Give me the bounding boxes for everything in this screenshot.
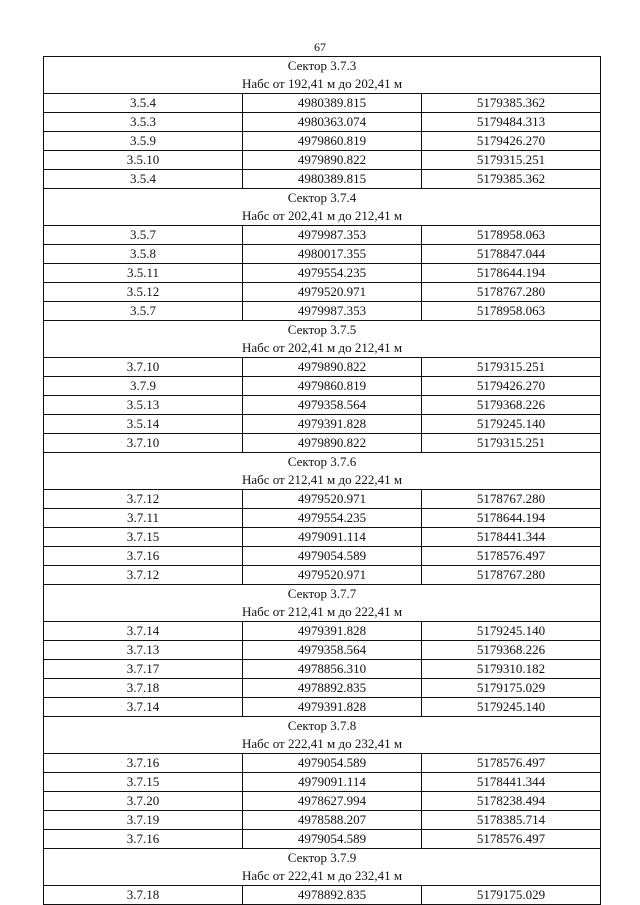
sector-title: Сектор 3.7.9: [44, 849, 601, 868]
coord-y-cell: 5179245.140: [422, 698, 601, 717]
coord-y-cell: 5178441.344: [422, 528, 601, 547]
coordinates-table: [43, 56, 601, 905]
table-row: [44, 151, 601, 170]
coord-y-cell: 5178644.194: [422, 264, 601, 283]
sector-title-row: [44, 585, 601, 604]
coord-y-cell: 5179426.270: [422, 377, 601, 396]
table-row: [44, 698, 601, 717]
table-row: [44, 358, 601, 377]
point-id-cell: 3.7.14: [44, 698, 243, 717]
coord-y-cell: 5179368.226: [422, 396, 601, 415]
coord-x-cell: 4979890.822: [243, 151, 422, 170]
table-row: [44, 679, 601, 698]
sector-title: Сектор 3.7.8: [44, 717, 601, 736]
coord-y-cell: 5179368.226: [422, 641, 601, 660]
coord-y-cell: 5178385.714: [422, 811, 601, 830]
coord-y-cell: 5178576.497: [422, 754, 601, 773]
coord-y-cell: 5178767.280: [422, 566, 601, 585]
point-id-cell: 3.5.4: [44, 94, 243, 113]
sector-height-range: Набс от 212,41 м до 222,41 м: [44, 471, 601, 490]
sector-height-range: Набс от 202,41 м до 212,41 м: [44, 339, 601, 358]
coord-x-cell: 4978588.207: [243, 811, 422, 830]
coord-y-cell: 5179315.251: [422, 434, 601, 453]
point-id-cell: 3.7.18: [44, 886, 243, 905]
point-id-cell: 3.7.17: [44, 660, 243, 679]
point-id-cell: 3.7.12: [44, 490, 243, 509]
sector-height-range: Набс от 202,41 м до 212,41 м: [44, 207, 601, 226]
table-row: [44, 830, 601, 849]
coord-x-cell: 4980389.815: [243, 170, 422, 189]
coord-x-cell: 4979987.353: [243, 302, 422, 321]
coord-y-cell: 5179426.270: [422, 132, 601, 151]
coord-x-cell: 4978627.994: [243, 792, 422, 811]
table-row: [44, 396, 601, 415]
table-row: [44, 509, 601, 528]
table-row: [44, 490, 601, 509]
sector-range-row: [44, 867, 601, 886]
point-id-cell: 3.7.13: [44, 641, 243, 660]
point-id-cell: 3.7.16: [44, 754, 243, 773]
coord-y-cell: 5178767.280: [422, 490, 601, 509]
sector-title: Сектор 3.7.3: [44, 57, 601, 76]
table-row: [44, 754, 601, 773]
table-row: [44, 94, 601, 113]
sector-title-row: [44, 189, 601, 208]
coord-y-cell: 5179385.362: [422, 170, 601, 189]
sector-height-range: Набс от 222,41 м до 232,41 м: [44, 735, 601, 754]
coord-x-cell: 4979091.114: [243, 528, 422, 547]
table-row: [44, 886, 601, 905]
coord-y-cell: 5178576.497: [422, 547, 601, 566]
point-id-cell: 3.7.14: [44, 622, 243, 641]
coord-y-cell: 5179315.251: [422, 151, 601, 170]
sector-title: Сектор 3.7.7: [44, 585, 601, 604]
table-row: [44, 245, 601, 264]
sector-title: Сектор 3.7.6: [44, 453, 601, 472]
point-id-cell: 3.5.4: [44, 170, 243, 189]
coord-x-cell: 4979860.819: [243, 132, 422, 151]
point-id-cell: 3.7.16: [44, 830, 243, 849]
point-id-cell: 3.5.14: [44, 415, 243, 434]
table-row: [44, 660, 601, 679]
table-row: [44, 792, 601, 811]
point-id-cell: 3.7.16: [44, 547, 243, 566]
point-id-cell: 3.5.3: [44, 113, 243, 132]
coord-y-cell: 5178576.497: [422, 830, 601, 849]
table-row: [44, 773, 601, 792]
table-row: [44, 170, 601, 189]
table-row: [44, 547, 601, 566]
sector-range-row: [44, 603, 601, 622]
coord-y-cell: 5179175.029: [422, 886, 601, 905]
coord-y-cell: 5179245.140: [422, 415, 601, 434]
table-row: [44, 226, 601, 245]
coord-x-cell: 4979520.971: [243, 490, 422, 509]
sector-title-row: [44, 57, 601, 76]
point-id-cell: 3.7.10: [44, 358, 243, 377]
page-number: 67: [314, 40, 326, 54]
coord-x-cell: 4979358.564: [243, 641, 422, 660]
point-id-cell: 3.7.15: [44, 773, 243, 792]
coord-x-cell: 4979554.235: [243, 264, 422, 283]
coord-x-cell: 4979054.589: [243, 754, 422, 773]
coordinates-table-body: [44, 57, 601, 905]
coord-x-cell: 4980389.815: [243, 94, 422, 113]
coord-y-cell: 5178238.494: [422, 792, 601, 811]
table-row: [44, 302, 601, 321]
coord-y-cell: 5179310.182: [422, 660, 601, 679]
coord-x-cell: 4979890.822: [243, 358, 422, 377]
point-id-cell: 3.7.10: [44, 434, 243, 453]
sector-height-range: Набс от 192,41 м до 202,41 м: [44, 75, 601, 94]
sector-title: Сектор 3.7.5: [44, 321, 601, 340]
point-id-cell: 3.5.11: [44, 264, 243, 283]
sector-title-row: [44, 849, 601, 868]
sector-range-row: [44, 75, 601, 94]
point-id-cell: 3.7.11: [44, 509, 243, 528]
sector-height-range: Набс от 212,41 м до 222,41 м: [44, 603, 601, 622]
sector-range-row: [44, 339, 601, 358]
coord-y-cell: 5179175.029: [422, 679, 601, 698]
coord-x-cell: 4978856.310: [243, 660, 422, 679]
table-row: [44, 377, 601, 396]
coord-y-cell: 5178767.280: [422, 283, 601, 302]
point-id-cell: 3.7.20: [44, 792, 243, 811]
coord-x-cell: 4979391.828: [243, 622, 422, 641]
table-row: [44, 811, 601, 830]
table-row: [44, 113, 601, 132]
point-id-cell: 3.5.7: [44, 226, 243, 245]
coord-x-cell: 4980363.074: [243, 113, 422, 132]
coord-y-cell: 5179245.140: [422, 622, 601, 641]
coord-y-cell: 5179484.313: [422, 113, 601, 132]
coord-y-cell: 5178847.044: [422, 245, 601, 264]
coord-y-cell: 5178441.344: [422, 773, 601, 792]
point-id-cell: 3.5.13: [44, 396, 243, 415]
coord-x-cell: 4979987.353: [243, 226, 422, 245]
table-row: [44, 264, 601, 283]
sector-range-row: [44, 471, 601, 490]
coord-y-cell: 5178958.063: [422, 302, 601, 321]
coord-x-cell: 4979091.114: [243, 773, 422, 792]
point-id-cell: 3.7.18: [44, 679, 243, 698]
table-row: [44, 132, 601, 151]
coord-x-cell: 4979358.564: [243, 396, 422, 415]
coord-x-cell: 4979520.971: [243, 283, 422, 302]
coord-x-cell: 4978892.835: [243, 679, 422, 698]
sector-range-row: [44, 207, 601, 226]
point-id-cell: 3.7.9: [44, 377, 243, 396]
point-id-cell: 3.7.19: [44, 811, 243, 830]
point-id-cell: 3.5.12: [44, 283, 243, 302]
coord-y-cell: 5178644.194: [422, 509, 601, 528]
coord-x-cell: 4979554.235: [243, 509, 422, 528]
point-id-cell: 3.5.10: [44, 151, 243, 170]
coord-x-cell: 4979391.828: [243, 698, 422, 717]
table-row: [44, 622, 601, 641]
coord-x-cell: 4979054.589: [243, 830, 422, 849]
coord-y-cell: 5179385.362: [422, 94, 601, 113]
coord-y-cell: 5179315.251: [422, 358, 601, 377]
table-row: [44, 641, 601, 660]
table-row: [44, 434, 601, 453]
sector-title: Сектор 3.7.4: [44, 189, 601, 208]
point-id-cell: 3.7.15: [44, 528, 243, 547]
table-row: [44, 528, 601, 547]
coord-y-cell: 5178958.063: [422, 226, 601, 245]
sector-height-range: Набс от 222,41 м до 232,41 м: [44, 867, 601, 886]
coord-x-cell: 4979520.971: [243, 566, 422, 585]
coord-x-cell: 4979054.589: [243, 547, 422, 566]
coord-x-cell: 4979391.828: [243, 415, 422, 434]
table-row: [44, 566, 601, 585]
sector-title-row: [44, 717, 601, 736]
point-id-cell: 3.5.8: [44, 245, 243, 264]
coord-x-cell: 4980017.355: [243, 245, 422, 264]
table-row: [44, 415, 601, 434]
table-row: [44, 283, 601, 302]
point-id-cell: 3.5.9: [44, 132, 243, 151]
coord-x-cell: 4979860.819: [243, 377, 422, 396]
coord-x-cell: 4979890.822: [243, 434, 422, 453]
sector-title-row: [44, 321, 601, 340]
coord-x-cell: 4978892.835: [243, 886, 422, 905]
point-id-cell: 3.5.7: [44, 302, 243, 321]
point-id-cell: 3.7.12: [44, 566, 243, 585]
sector-range-row: [44, 735, 601, 754]
sector-title-row: [44, 453, 601, 472]
